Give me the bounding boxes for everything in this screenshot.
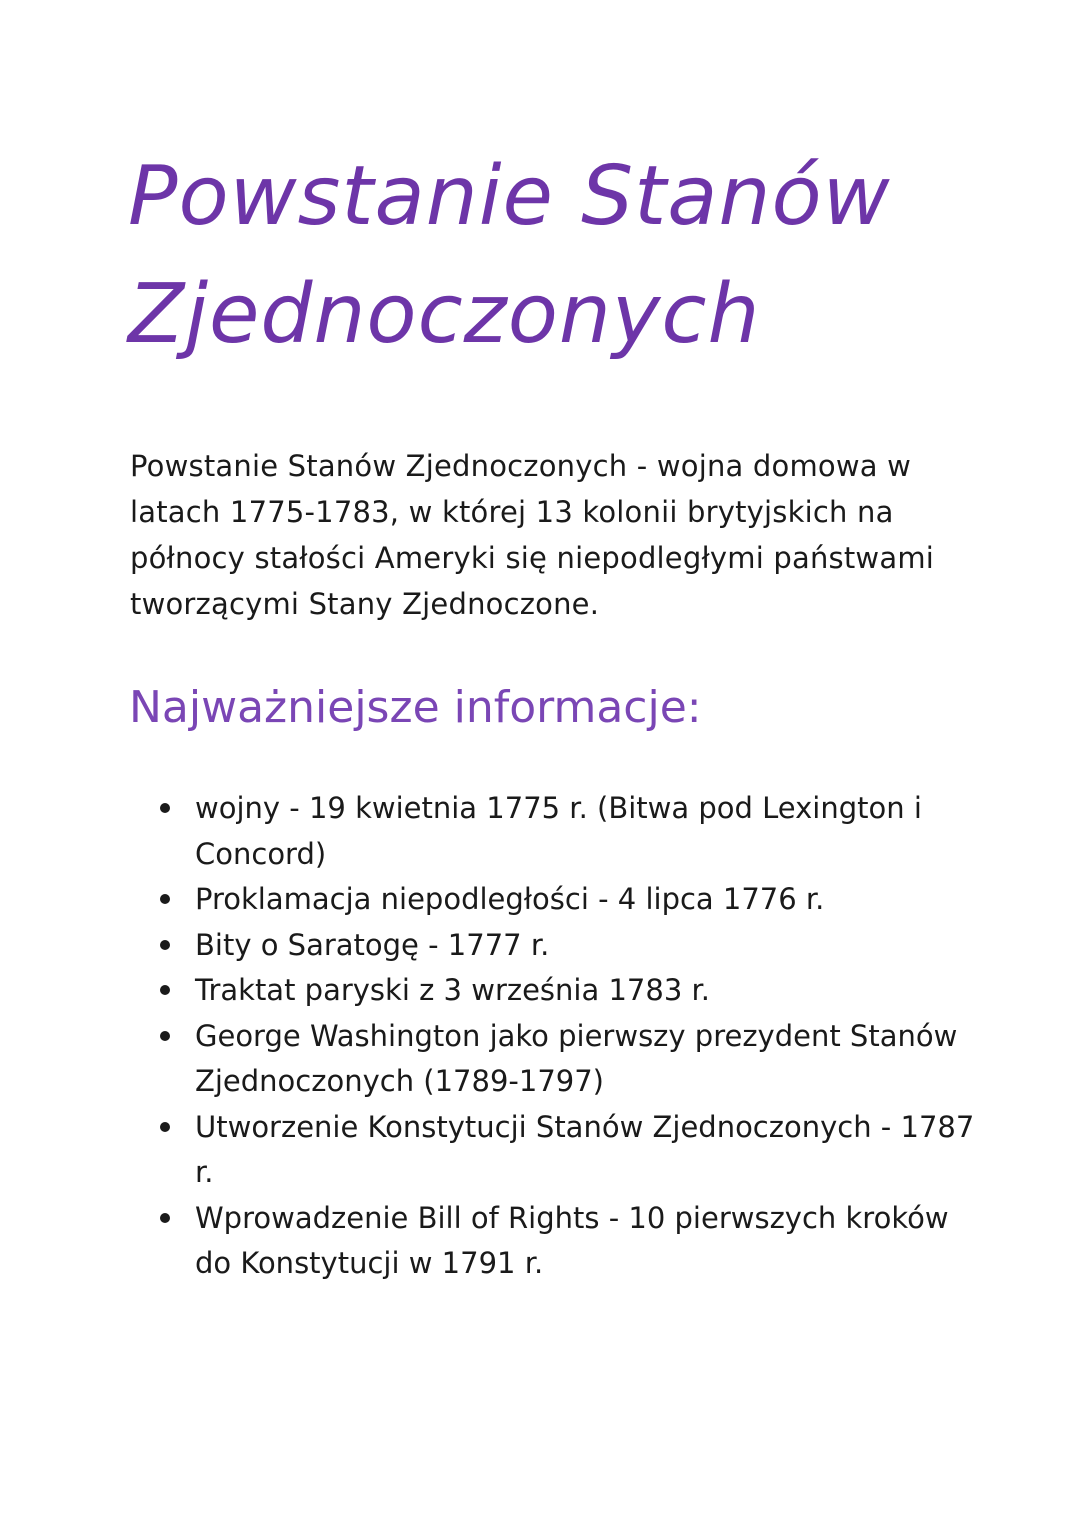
list-item xyxy=(158,923,978,969)
document-title: Powstanie Stanów Zjednoczonych xyxy=(128,149,891,362)
list-item xyxy=(158,877,978,923)
list-item-text: Utworzenie Konstytucji Stanów Zjednoczonych - 1787 r. xyxy=(195,1109,975,1189)
list-item xyxy=(158,1196,978,1287)
bullet-icon xyxy=(160,985,170,995)
section-heading: Najważniejsze informacje: xyxy=(129,682,702,733)
intro-paragraph: Powstanie Stanów Zjednoczonych - wojna domowa w latach 1775-1783, w której 13 kolonii brytyjskich na północy stałości Ameryki się niepodległymi państwami tworzącymi Stany Zjednoczone. xyxy=(130,449,935,621)
bullet-icon xyxy=(160,1122,170,1132)
list-item xyxy=(158,1105,978,1196)
list-item-text: Bity o Saratogę - 1777 r. xyxy=(195,927,550,962)
list-item-text: Traktat paryski z 3 września 1783 r. xyxy=(195,973,710,1007)
list-item-text: Proklamacja niepodległości - 4 lipca 1776 r. xyxy=(195,882,825,916)
list-item xyxy=(158,786,978,877)
list-item-text: wojny - 19 kwietnia 1775 r. (Bitwa pod Lexington i Concord) xyxy=(195,791,922,871)
bullet-icon xyxy=(160,940,170,950)
bullet-icon xyxy=(160,803,170,813)
bullet-icon xyxy=(160,1031,170,1041)
bullet-icon xyxy=(160,1213,170,1223)
list-item-text: Wprowadzenie Bill of Rights - 10 pierwszych kroków do Konstytucji w 1791 r. xyxy=(195,1200,949,1280)
list-item xyxy=(158,968,978,1014)
bullet-icon xyxy=(160,894,170,904)
list-item-text: George Washington jako pierwszy prezydent Stanów Zjednoczonych (1789-1797) xyxy=(195,1018,958,1098)
list-item xyxy=(158,1014,978,1105)
facts-list xyxy=(158,786,978,1287)
